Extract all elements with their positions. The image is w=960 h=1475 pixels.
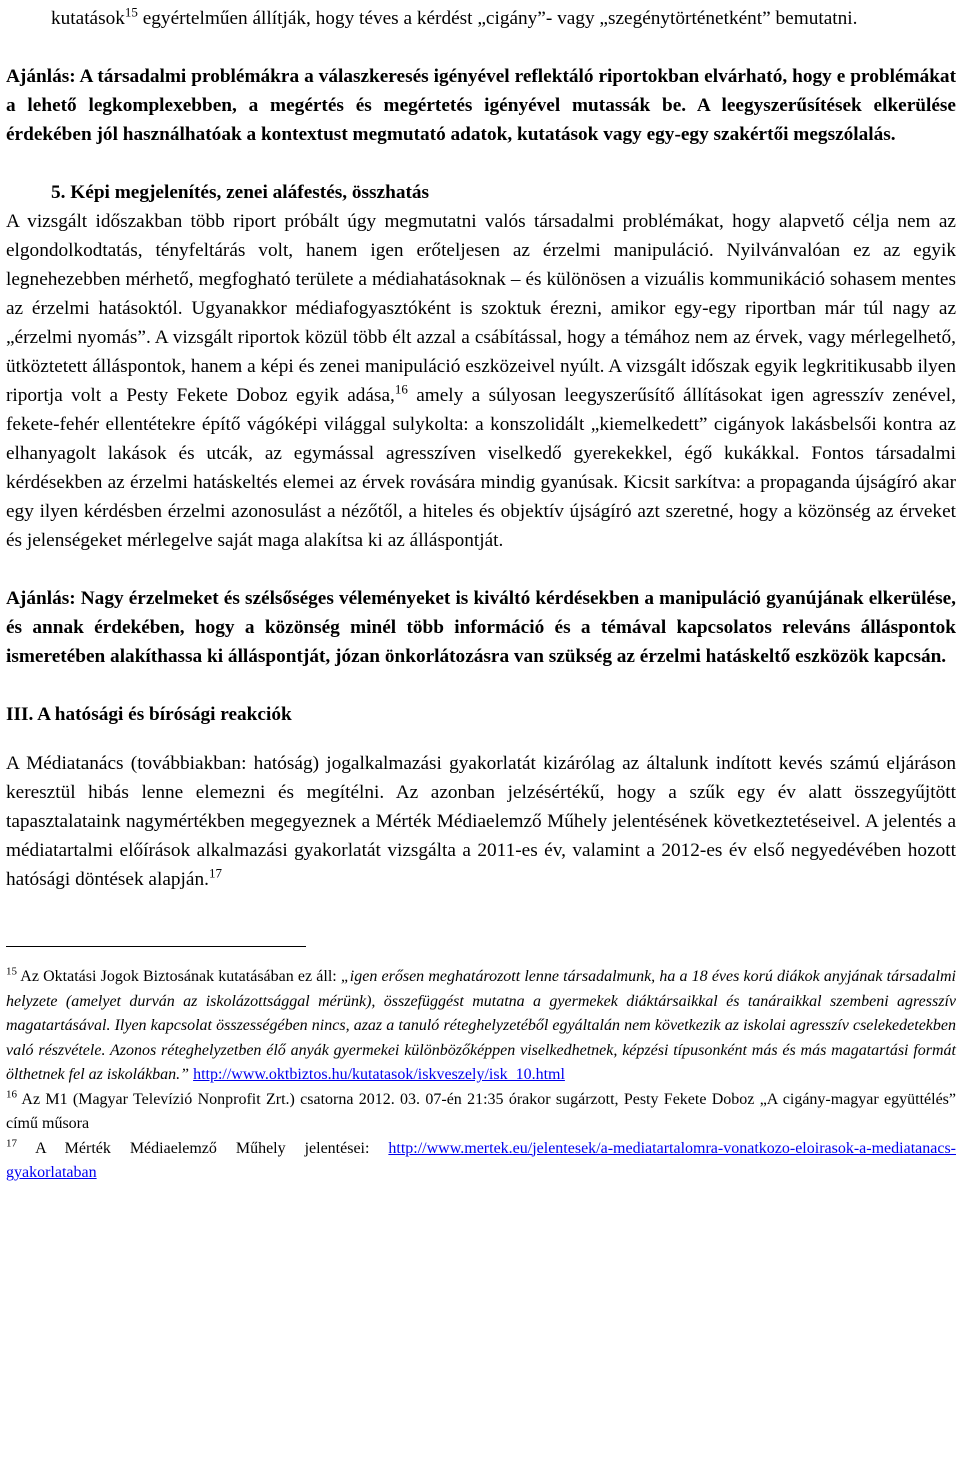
document-page — [6, 4, 956, 1186]
recommendation-2: Ajánlás: Nagy érzelmeket és szélsőséges véleményeket is kiváltó kérdésekben a manipuláció gyanújának elkerülése, és annak érdekében, hogy a közönség minél több információ és a témával kapcsolatos releváns álláspontok ismeretében alakíthassa ki álláspontját, józan önkorlátozásra van szükség az érzelmi hatáskeltő eszközök kapcsán. — [6, 588, 956, 667]
section-5-body: A vizsgált időszakban több riport próbált úgy megmutatni valós társadalmi problémákat, hogy alapvető célja nem az elgondolkodtatás, tényfeltárás volt, hanem igen erőteljesen az érzelmi manipuláció. Nyilvánvalóan ez az egyik legnehezebben mérhető, megfogható területe a médiahatásoknak – és különösen a vizuális kommunikáció sohasem mentes az érzelmi hatásoktól. Ugyanakkor médiafogyasztóként is szoktuk érezni, amikor egy-egy riportban már túl nagy az „érzelmi nyomás”. A vizsgált riportok közül több élt azzal a csábítással, hogy a témához nem az érvek, vagy mérlegelhető, ütköztetett álláspontok, hanem a képi és zenei manipuláció eszközeivel nyúlt. A vizsgált időszak egyik legkritikusabb ilyen riportja volt a Pesty Fekete Doboz egyik adása,$^{16}$ amely a súlyosan leegyszerűsítő állításokat igen agresszív zenével, fekete-fehér ellentétekre építő vágóképi világgal sulykolta: a konszolidált „kiemelkedett” cigányok lakásbelsői kontra az elhanyagolt lakások és utcák, az egymással agresszíven viselkedő gyerekekkel, égő kukákkal. Fontos társadalmi kérdésekben az érzelmi hatáskeltés elemei az érvek rovására mindig gyanúsak. Kicsit sarkítva: a propaganda újságíró akar egy ilyen kérdésben érzelmi azonosulást a nézőtől, a hiteles és objektív újságíró azt szeretné, hogy a közönség az érveket és jelenségeket mérlegelve saját maga alakítsa ki az álláspontját. — [6, 211, 956, 551]
footnote-15: $^{15}$ Az Oktatási Jogok Biztosának kutatásában ez áll: „igen erősen meghatározott lenne társadalmunk, ha a 18 éves korú diákok anyjának társadalmi helyzete (amelyet durván az iskolázottsággal mérünk), összefüggést mutatna a gyermekek diáktársaikkal és tanáraikkal szembeni agresszív magatartásával. Ilyen kapcsolat összességében nincs, azaz a tanuló réteghelyzetéből egyáltalán nem következik az iskolai agresszív cselekedetekben való részvétele. Azonos réteghelyzetben élő anyák gyermekei különbözőképpen viselkedhetnek, képzési típusonként más és más magatartási formát ölthetnek fel az iskolákban.” http://www.oktbiztos.hu/kutatasok/iskveszely/isk_10.html — [6, 965, 956, 1083]
section-5-title: 5. Képi megjelenítés, zenei aláfestés, összhatás — [51, 182, 430, 203]
footnote-15-link[interactable]: http://www.oktbiztos.hu/kutatasok/iskveszely/isk_10.html — [193, 1066, 565, 1083]
footnotes — [6, 965, 956, 1186]
footnote-ref-16[interactable]: 16 — [394, 381, 408, 397]
section-3-body: A Médiatanács (továbbiakban: hatóság) jogalkalmazási gyakorlatát kizárólag az általunk indított kevés számú eljáráson keresztül hibás lenne elemezni és megítélni. Az azonban jelzésértékű, hogy a szűk egy év alatt összegyűjtött tapasztalataink nagymértékben megegyeznek a Mérték Médiaelemző Műhely jelentésének következtetéseivel. A jelentés a médiatartalmi előírások alkalmazási gyakorlatát vizsgálta a 2011-es év, valamint a 2012-es év első negyedévében hozott hatósági döntések alapján.$^{17}$ — [6, 753, 956, 890]
footnote-divider — [6, 946, 306, 947]
footnote-17-link[interactable]: http://www.mertek.eu/jelentesek/a-mediatartalomra-vonatkozo-eloirasok-a-mediatanacs-gyakorlataban — [6, 1139, 956, 1181]
section-3-title: III. A hatósági és bírósági reakciók — [6, 704, 292, 725]
continuation-paragraph: kutatások$^{15}$ egyértelműen állítják, hogy téves a kérdést „cigány”- vagy „szegénytörténetként” bemutatni. — [51, 4, 858, 29]
footnote-ref-17[interactable]: 17 — [208, 865, 222, 881]
footnote-16: $^{16}$ Az M1 (Magyar Televízió Nonprofit Zrt.) csatorna 2012. 03. 07-én 21:35 órakor sugárzott, Pesty Fekete Doboz „A cigány-magyar együttélés” című műsora — [6, 1088, 956, 1132]
footnote-ref-15[interactable]: 15 — [124, 4, 138, 20]
recommendation-1: Ajánlás: A társadalmi problémákra a válaszkeresés igényével reflektáló riportokban elvárható, hogy e problémákat a lehető legkomplexebben, a megértés és megértetés igényével mutassák be. A leegyszerűsítések elkerülése érdekében jól használhatóak a kontextust megmutató adatok, kutatások vagy egy-egy szakértői megszólalás. — [6, 66, 956, 145]
footnote-17: $^{17}$ A Mérték Médiaelemző Műhely jelentései: http://www.mertek.eu/jelentesek/a-mediatartalomra-vonatkozo-eloirasok-a-mediatanacs-gyakorlataban — [6, 1137, 956, 1181]
